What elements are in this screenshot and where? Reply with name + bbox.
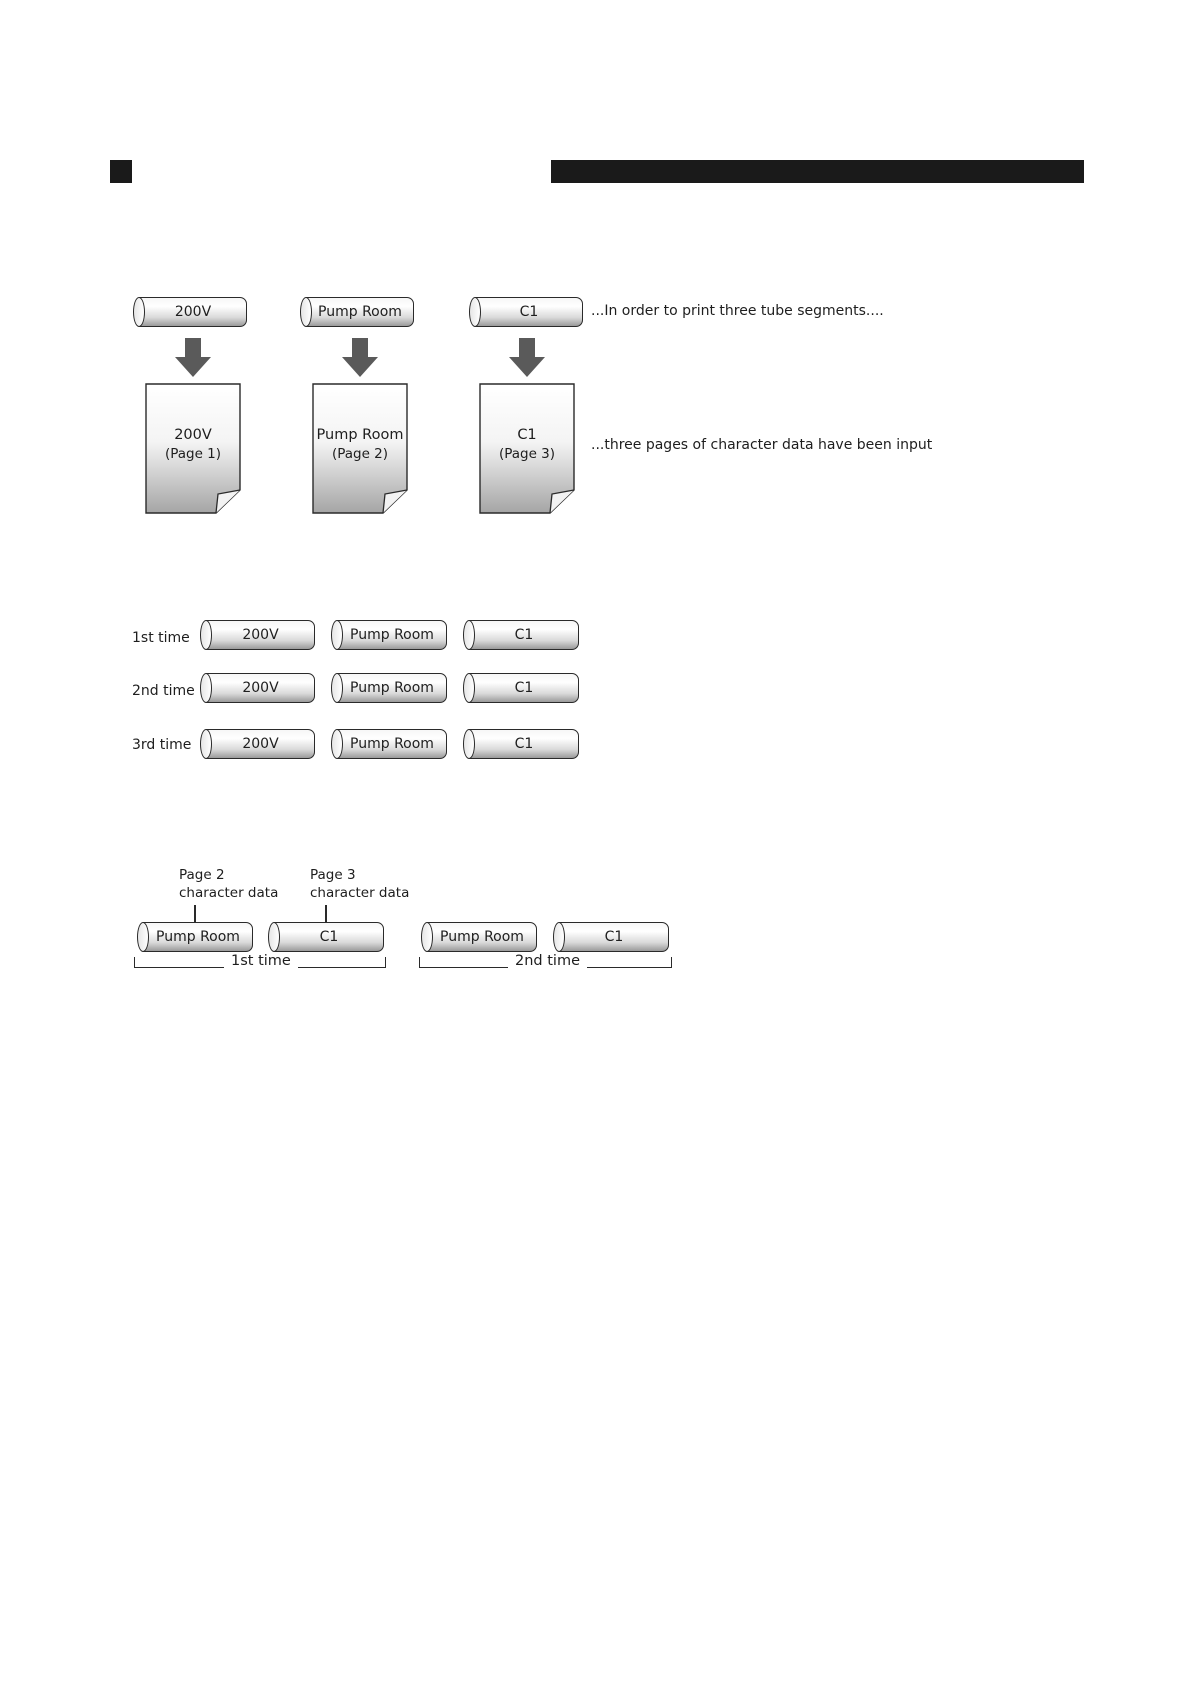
tube-pump-room: [137, 922, 253, 952]
tube-label: Pump Room: [156, 929, 240, 945]
bracket-label-2nd: 2nd time: [508, 953, 587, 969]
label-page2-data: [179, 866, 278, 902]
page-title: C1: [517, 427, 537, 443]
arrow-down-icon: [509, 338, 545, 378]
page-number: (Page 1): [164, 446, 222, 462]
tube-200v: [200, 620, 315, 650]
tube-c1: [553, 922, 669, 952]
page-3: [479, 383, 575, 514]
tube-end-icon: [469, 297, 481, 327]
tube-end-icon: [200, 620, 212, 650]
tube-label: C1: [604, 929, 624, 945]
tube-pump-room: [421, 922, 537, 952]
header-square: [110, 160, 132, 183]
tube-label: Pump Room: [318, 304, 402, 320]
label-line: character data: [310, 885, 410, 901]
tube-end-icon: [331, 729, 343, 759]
tube-label: Pump Room: [350, 736, 434, 752]
row-label-2nd: 2nd time: [132, 683, 195, 699]
tube-end-icon: [421, 922, 433, 952]
tube-end-icon: [200, 729, 212, 759]
tube-pump-room: [300, 297, 414, 327]
page-number: (Page 2): [331, 446, 389, 462]
tube-pump-room: [331, 620, 447, 650]
tube-label: C1: [519, 304, 539, 320]
tube-end-icon: [463, 620, 475, 650]
tube-c1: [463, 620, 579, 650]
tube-200v: [200, 673, 315, 703]
tube-label: 200V: [242, 627, 279, 643]
tube-label: Pump Room: [350, 680, 434, 696]
tube-end-icon: [331, 673, 343, 703]
tube-label: C1: [319, 929, 339, 945]
arrow-down-icon: [175, 338, 211, 378]
tube-label: Pump Room: [440, 929, 524, 945]
page-2: [312, 383, 408, 514]
label-line: Page 2: [179, 867, 225, 883]
header-bar: [551, 160, 1084, 183]
row-label-1st: 1st time: [132, 630, 190, 646]
tube-label: 200V: [242, 680, 279, 696]
tube-end-icon: [553, 922, 565, 952]
tube-pump-room: [331, 673, 447, 703]
note-pages-input: ...three pages of character data have been input: [591, 437, 933, 453]
tube-end-icon: [463, 729, 475, 759]
note-print-segments: ...In order to print three tube segments....: [591, 303, 884, 319]
tube-200v: [200, 729, 315, 759]
tube-c1: [268, 922, 384, 952]
tube-c1: [469, 297, 583, 327]
tube-label: C1: [514, 736, 534, 752]
tube-end-icon: [137, 922, 149, 952]
tube-200v: [133, 297, 247, 327]
tube-label: 200V: [242, 736, 279, 752]
tube-label: 200V: [174, 304, 212, 320]
tube-end-icon: [268, 922, 280, 952]
tube-c1: [463, 729, 579, 759]
tube-label: Pump Room: [350, 627, 434, 643]
bracket-label-1st: 1st time: [224, 953, 298, 969]
page-number: (Page 3): [498, 446, 556, 462]
page-title: 200V: [174, 427, 212, 443]
tube-end-icon: [331, 620, 343, 650]
page-1: [145, 383, 241, 514]
label-line: Page 3: [310, 867, 356, 883]
page-title: Pump Room: [316, 427, 404, 443]
tube-label: C1: [514, 627, 534, 643]
tube-c1: [463, 673, 579, 703]
tube-label: C1: [514, 680, 534, 696]
arrow-down-icon: [342, 338, 378, 378]
tube-end-icon: [133, 297, 145, 327]
label-page3-data: [310, 866, 409, 902]
label-line: character data: [179, 885, 279, 901]
tube-pump-room: [331, 729, 447, 759]
tube-end-icon: [200, 673, 212, 703]
tube-end-icon: [463, 673, 475, 703]
tube-end-icon: [300, 297, 312, 327]
row-label-3rd: 3rd time: [132, 737, 192, 753]
